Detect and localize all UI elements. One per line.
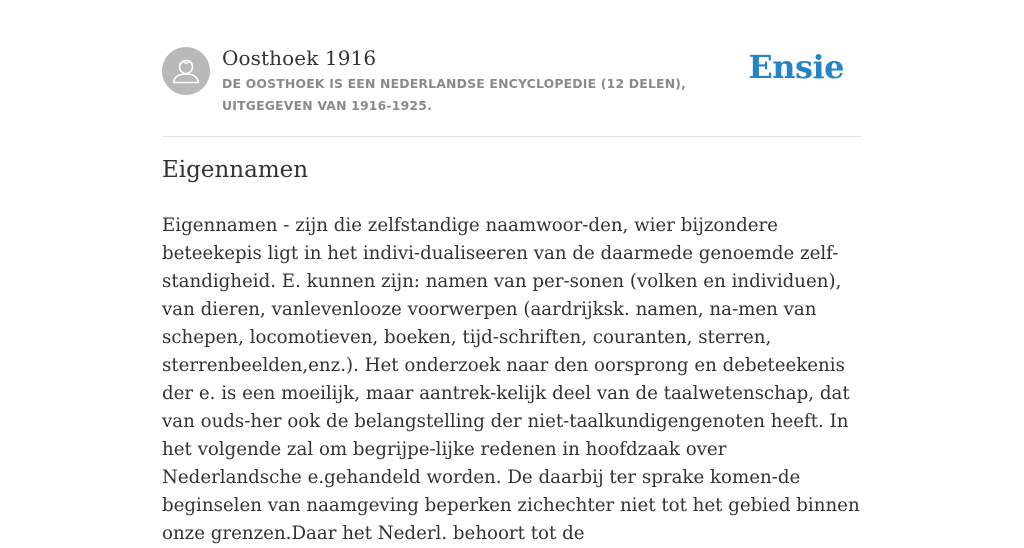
user-avatar-icon (162, 47, 210, 95)
source-title[interactable]: Oosthoek 1916 (222, 46, 377, 70)
source-header (162, 44, 862, 137)
source-description: DE OOSTHOEK IS EEN NEDERLANDSE ENCYCLOPEDIE (12 DELEN), UITGEGEVEN VAN 1916-1925. (222, 76, 687, 113)
avatar[interactable] (162, 47, 210, 95)
article-body: Eigennamen - zijn die zelfstandige naamwoor-den, wier bijzondere beteekepis ligt in het indivi-dualiseeren van de daarmede genoemde zelf-standigheid. E. kunnen zijn: namen van per-sonen (volken en individuen), van dieren, vanlevenlooze voorwerpen (aardrijksk. namen, na-men van schepen, locomotieven, boeken, tijd-schriften, couranten, sterren, sterrenbeelden,enz.). Het onderzoek naar den oorsprong en debeteekenis der e. is een moeilijk, maar aantrek-kelijk deel van de taalwetenschap, dat van ouds-her ook de belangstelling der niet-taalkundigengenoten heeft. In het volgende zal om begrijpe-lijke redenen in hoofdzaak over Nederlandsche e.gehandeld worden. De daarbij ter sprake komen-de beginselen van naamgeving beperken zichechter niet tot het gebied binnen onze grenzen.Daar het Nederl. behoort tot de (162, 215, 860, 544)
article-title: Eigennamen (162, 157, 309, 183)
ensie-logo[interactable]: Ensie (748, 48, 844, 86)
